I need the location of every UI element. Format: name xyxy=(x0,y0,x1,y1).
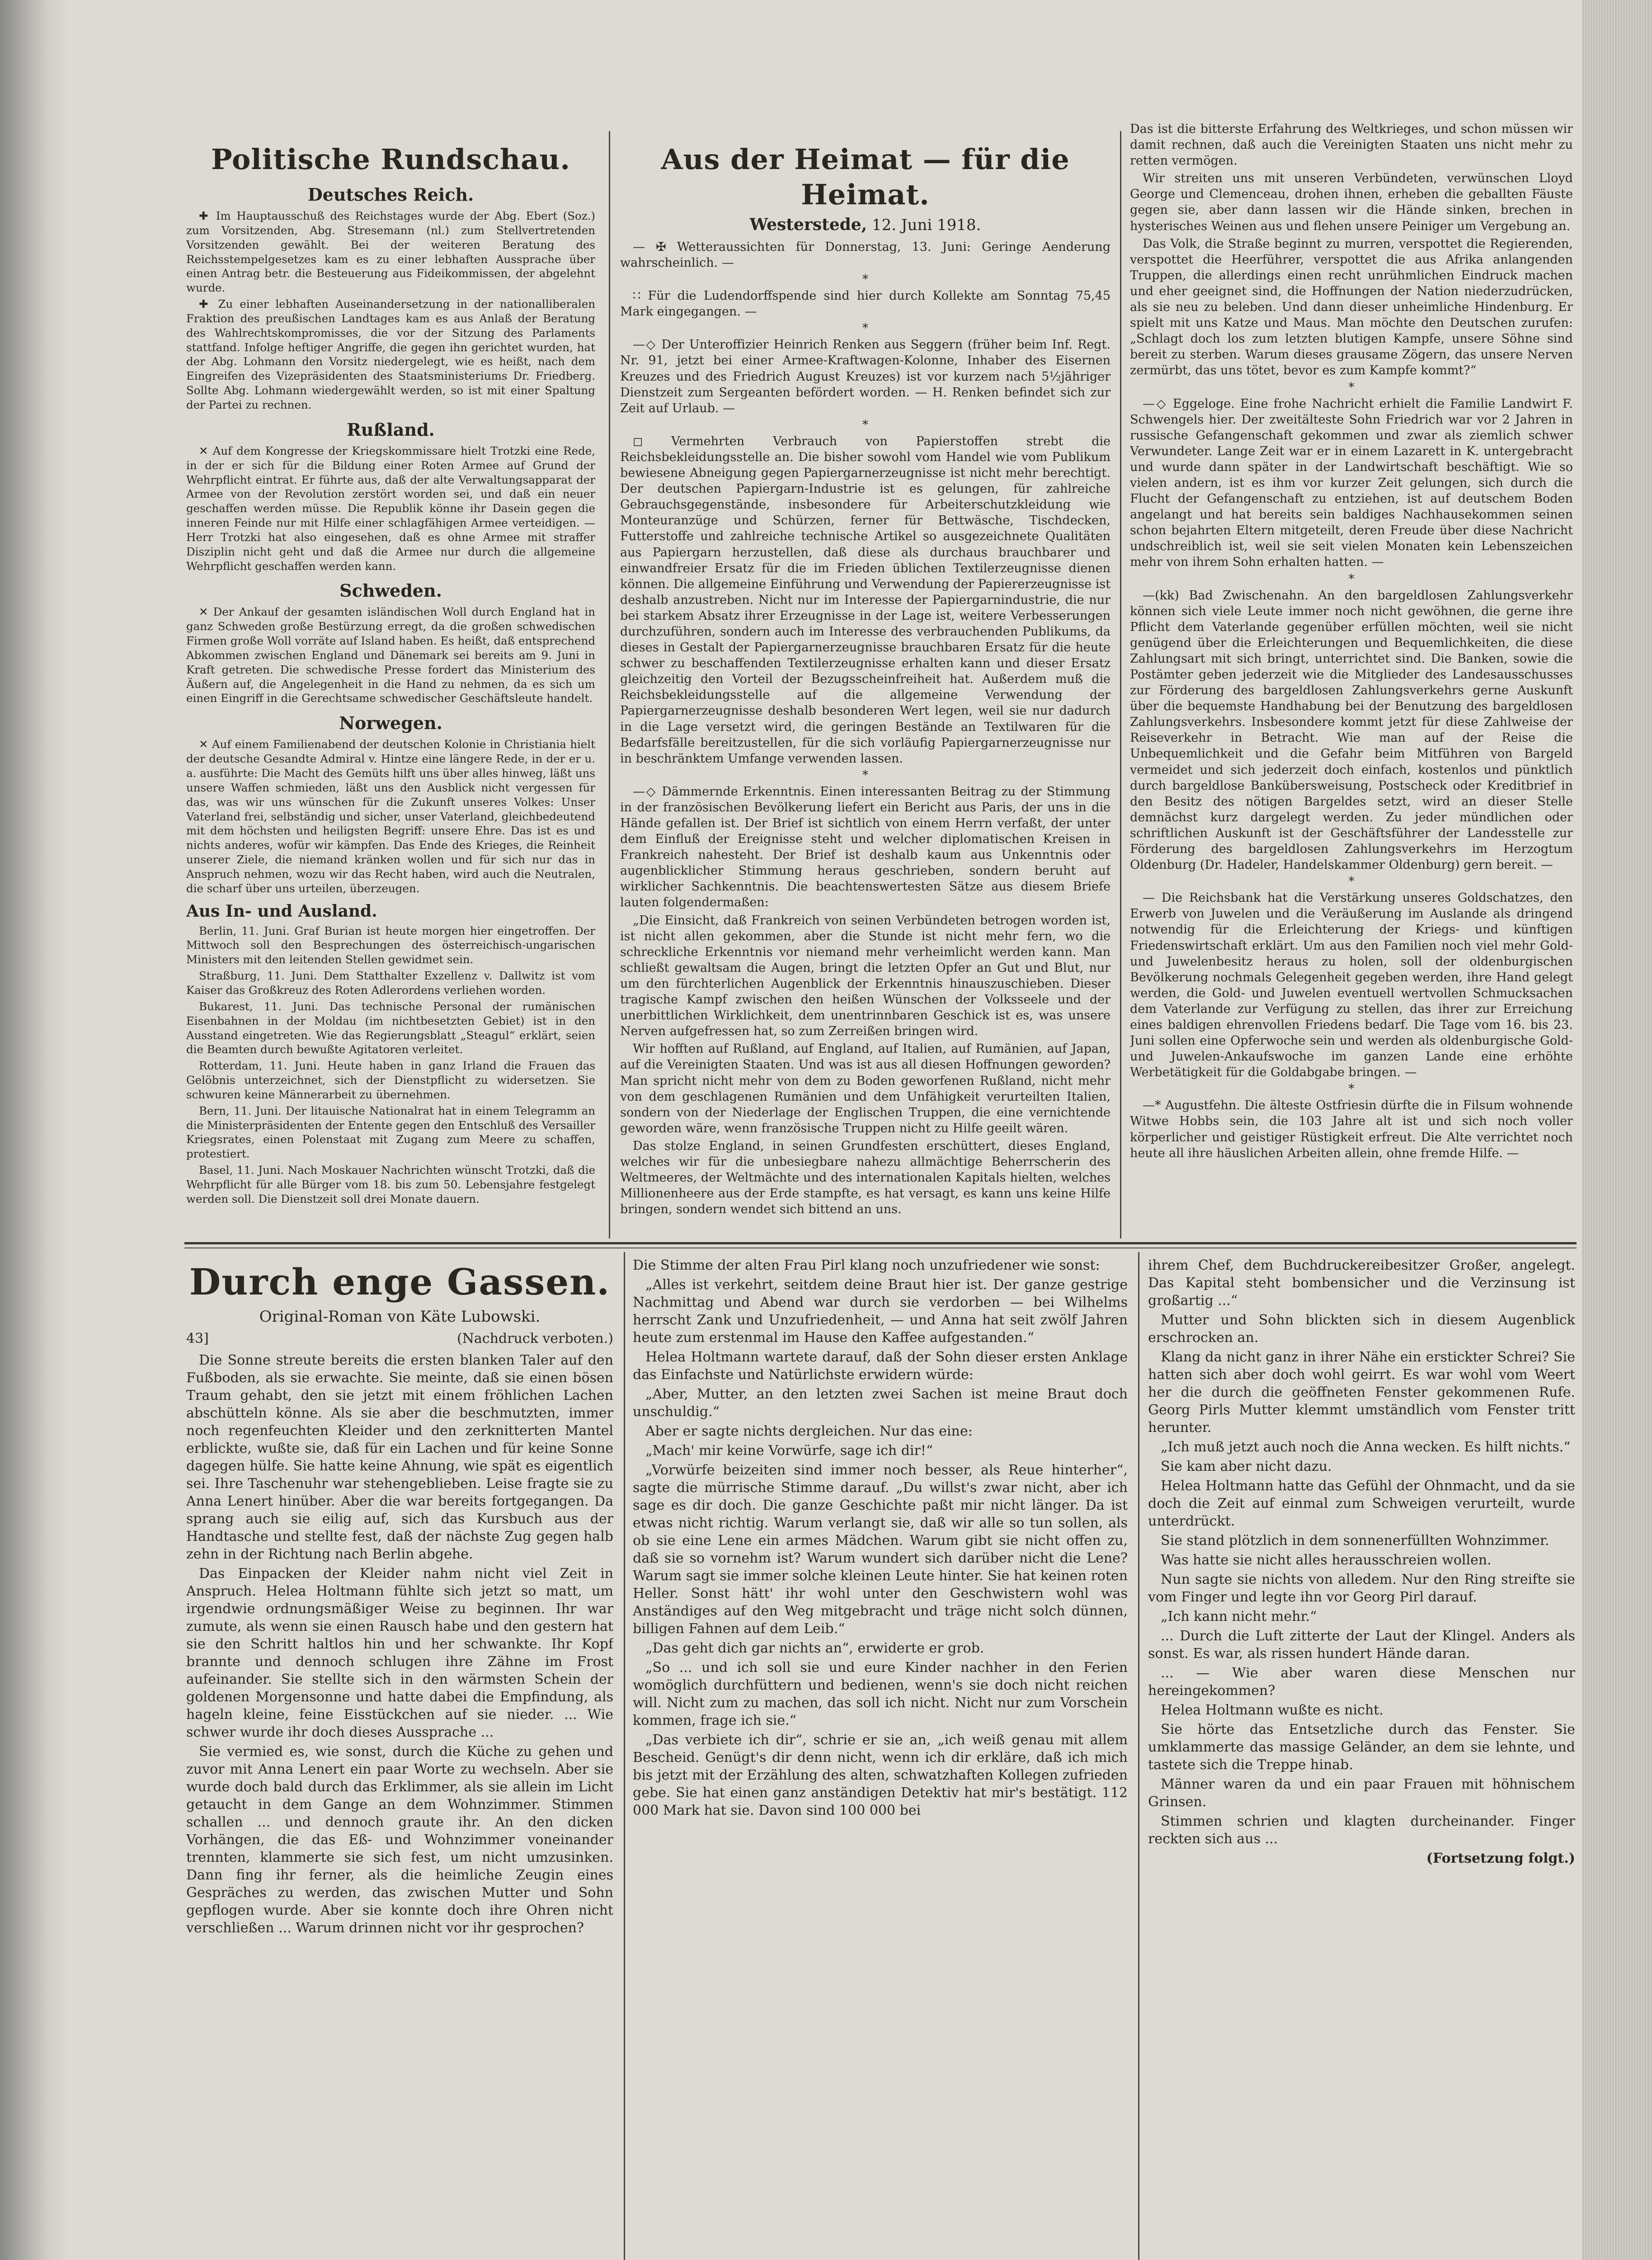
novel-title: Durch enge Gassen. xyxy=(189,1261,611,1303)
section-heading: Rußland. xyxy=(347,419,435,440)
article-paragraph: Das Volk, die Straße beginnt zu murren, verspottet die Regierenden, verspottet die Heerführer, verspottet die aus Afrika anlangenden Truppen, die allerdings einen recht unrühmlichen Eindruck machen und eher geeignet sind, die Hoffnungen der Nation niederzudrücken, als sie neu zu beleben. Und dann dieser unheimliche Hindenburg. Er spielt mit uns Katze und Maus. Man möchte den Deutschen zurufen: „Schlagt doch los zum letzten blutigen Kampfe, unsere Söhne sind bereit zu sterben. Warum dieses grausame Zögern, das unsere Nerven zermürbt, das uns tötet, bevor es zum Kampfe kommt?“ xyxy=(1130,236,1573,378)
novel-paragraph: „Mach' mir keine Vorwürfe, sage ich dir!“ xyxy=(645,1443,933,1459)
novel-meta xyxy=(186,1330,613,1348)
politik-title: Politische Rundschau. xyxy=(211,143,570,176)
novel-paragraph: „Ich muß jetzt auch noch die Anna wecken. Es hilft nichts.“ xyxy=(1161,1439,1571,1455)
installment-number: 43] xyxy=(186,1331,209,1347)
novel-paragraph: Sie kam aber nicht dazu. xyxy=(1161,1459,1332,1474)
column-rule xyxy=(1120,131,1121,1238)
novel-column xyxy=(633,1257,1128,2260)
article-separator: * xyxy=(862,321,868,335)
column-rule xyxy=(624,1252,625,2260)
section-heading: Norwegen. xyxy=(339,713,442,734)
reprint-notice: (Nachdruck verboten.) xyxy=(457,1331,613,1347)
column-rule xyxy=(609,131,610,1238)
article-paragraph: —◇ Eggeloge. Eine frohe Nachricht erhielt die Familie Landwirt F. Schwengels hier. Der zweitälteste Sohn Friedrich war vor 2 Jahren in russische Gefangenschaft gekommen und zwar als ziemlich schwer Verwundeter. Lange Zeit war er in einem Lazarett in K. untergebracht und wurde dann später in der Landwirtschaft beschäftigt. Wie so vielen andern, ist es ihm vor kurzer Zeit gelungen, sich durch die Flucht der Gefangenschaft zu entziehen, ist auf deutschem Boden angelangt und hat bereits sein baldiges Nachhausekommen seinen schon bejahrten Eltern mitgeteilt, deren Freude über diese Nachricht undschreiblich ist, weil sie seit vielen Monaten kein Lebenszeichen mehr von ihrem Sohn erhalten hatten. — xyxy=(1130,396,1573,570)
article-paragraph: —◇ Der Unteroffizier Heinrich Renken aus Seggern (früher beim Inf. Regt. Nr. 91, jetzt bei einer Armee-Kraftwagen-Kolonne, Inhaber des Eisernen Kreuzes und des Friedrich August Kreuzes) ist vor kurzem nach 5½jähriger Dienstzeit zum Sergeanten befördert worden. — H. Renken befindet sich zur Zeit auf Urlaub. — xyxy=(620,338,1111,415)
novel-paragraph: „Vorwürfe beizeiten sind immer noch besser, als Reue hinterher“, sagte die mürrische Stimme darauf. „Du willst's zwar nicht, aber ich sage es dir doch. Die ganze Geschichte paßt mir nicht länger. Da ist etwas nicht richtig. Warum verlangt sie, daß wir alle so tun sollen, als ob sie eine Lene ein armes Mädchen. Warum gibt sie nicht offen zu, daß sie so vornehm ist? Warum wundert sich darüber nicht die Lene? Warum sagt sie immer solche kleinen Leute hinter. Sie hat keinen roten Heller. Sonst hätt' ihr wohl unter den Geschwistern wohl was Anständiges auf den Weg mitgebracht und träge nicht solch dünnen, billigen Fahnen auf dem Leib.“ xyxy=(633,1462,1128,1637)
article-separator: * xyxy=(1348,380,1355,394)
novel-paragraph: Helea Holtmann wartete darauf, daß der Sohn dieser ersten Anklage das Einfachste und Natürlichste erwidern würde: xyxy=(633,1349,1128,1383)
novel-paragraph: Die Stimme der alten Frau Pirl klang noch unzufriedener wie sonst: xyxy=(633,1257,1100,1273)
novel-paragraph: Mutter und Sohn blickten sich in diesem Augenblick erschrocken an. xyxy=(1148,1312,1575,1346)
novel-paragraph: ihrem Chef, dem Buchdruckereibesitzer Großer, angelegt. Das Kapital steht bombensicher und die Verzinsung ist großartig ...“ xyxy=(1148,1257,1575,1309)
local-news-column xyxy=(1130,121,1573,1234)
politik-column xyxy=(186,136,595,1234)
novel-paragraph: „Aber, Mutter, an den letzten zwei Sachen ist meine Braut doch unschuldig.“ xyxy=(633,1386,1128,1420)
section-heading: Schweden. xyxy=(339,580,442,601)
article-paragraph: Berlin, 11. Juni. Graf Burian ist heute morgen hier eingetroffen. Der Mittwoch soll den Besprechungen des österreichisch-ungarischen Ministers mit den leitenden Stellen gewidmet sein. xyxy=(186,924,595,966)
novel-paragraph: Was hatte sie nicht alles herausschreien wollen. xyxy=(1161,1552,1492,1568)
article-separator: * xyxy=(862,418,868,432)
article-separator: * xyxy=(862,768,868,782)
dateline-place: Westerstede, xyxy=(749,215,867,234)
novel-paragraph: ... — Wie aber waren diese Menschen nur hereingekommen? xyxy=(1148,1665,1575,1699)
article-paragraph: —(kk) Bad Zwischenahn. An den bargeldlosen Zahlungsverkehr können sich viele Leute immer noch nicht gewöhnen, die gerne ihre Pflicht dem Vaterlande gegenüber erfüllen möchten, weil sie nicht genügend über die Erleichterungen und Bequemlichkeiten, die diese Zahlungsart mit sich bringt, unterrichtet sind. Die Banken, sowie die Postämter geben jederzeit wie die Mitglieder des Landesausschusses zur Förderung des bargeldlosen Zahlungsverkehrs gerne Auskunft über die bequemste Handhabung bei der Benutzung des bargeldlosen Zahlungsverkehrs. Insbesondere kommt jetzt für diese Zahlweise der Reiseverkehr in Betracht. Wie man auf der Reise die Unbequemlichkeit und die Gefahr beim Mitführen von Bargeld vermeidet und sich jederzeit doch einfach, kostenlos und pünktlich durch bargeldlose Bankübersweisung, Postscheck oder Kreditbrief in den Besitz des nötigen Bargeldes setzt, wird an dieser Stelle demnächst kurz dargelegt werden. Zu jeder mündlichen oder schriftlichen Auskunft ist der Geschäftsführer der Landesstelle zur Förderung des bargeldlosen Zahlungsverkehrs im Herzogtum Oldenburg (Dr. Hadeler, Handelskammer Oldenburg) gern bereit. — xyxy=(1130,588,1573,872)
novel-paragraph: Nun sagte sie nichts von alledem. Nur den Ring streifte sie vom Finger und legte ihn vor Georg Pirl darauf. xyxy=(1148,1572,1575,1605)
novel-paragraph: „Das verbiete ich dir“, schrie er sie an, „ich weiß genau mit allem Bescheid. Genügt's dir denn nicht, wenn ich dir erkläre, daß ich mich bis jetzt mit der Erzählung des alten, schwatzhaften Kollegen zufrieden gebe. Sie hat einen ganz anständigen Detektiv hat mir's bestätigt. 112 000 Mark hat sie. Davon sind 100 000 bei xyxy=(633,1732,1128,1818)
article-paragraph: ✕ Der Ankauf der gesamten isländischen Woll durch England hat in ganz Schweden große Bestürzung erregt, da die großen schwedischen Firmen große Woll vorräte auf Island haben. Es heißt, daß entsprechend Abkommen zwischen England und Dänemark sei bereits am 9. Juni in Kraft getreten. Die schwedische Presse fordert das Ministerium des Äußern auf, die Angelegenheit in die Hand zu nehmen, da es sich um einen Eingriff in die Gerechtsame schwedischer Geschäftsleute handelt. xyxy=(186,605,595,705)
column-rule xyxy=(1138,1252,1139,2260)
section-heading: Deutsches Reich. xyxy=(307,184,474,205)
novel-paragraph: „So ... und ich soll sie und eure Kinder nachher in den Ferien womöglich durchfüttern und bedienen, wenn's sie doch nicht reichen will. Nicht zum zu machen, das soll ich nicht. Nicht nur zum Vorschein kommen, frage ich sie.“ xyxy=(633,1660,1128,1728)
article-paragraph: Das stolze England, in seinen Grundfesten erschüttert, dieses England, welches wir für die unbesiegbare nahezu allmächtige Beherrscherin des Weltmeeres, der Weltmächte und des internationalen Kapitals hielten, welches Millionenheere aus der Erde stampfte, es hat versagt, es kann uns keine Hilfe bringen, sondern wendet sich bittend an uns. xyxy=(620,1139,1111,1217)
article-paragraph: Das ist die bitterste Erfahrung des Weltkrieges, und schon müssen wir damit rechnen, daß auch die Vereinigten Staaten uns nicht mehr zu retten vermögen. xyxy=(1130,122,1573,168)
section-heading: Aus In- und Ausland. xyxy=(186,901,377,921)
section-rule xyxy=(184,1242,1577,1244)
article-paragraph: Straßburg, 11. Juni. Dem Statthalter Exzellenz v. Dallwitz ist vom Kaiser das Großkreuz des Roten Adlerordens verliehen worden. xyxy=(186,969,595,997)
article-paragraph: ∷ Für die Ludendorffspende sind hier durch Kollekte am Sonntag 75,45 Mark eingegangen. — xyxy=(620,289,1111,319)
novel-paragraph: „Das geht dich gar nichts an“, erwiderte er grob. xyxy=(645,1640,984,1656)
article-paragraph: —* Augustfehn. Die älteste Ostfriesin dürfte die in Filsum wohnende Witwe Hobbs sein, die 103 Jahre alt ist und sich noch voller körperlicher und geistiger Rüstigkeit erfreut. Die Alte verrichtet noch heute all ihre häuslichen Arbeiten allein, ohne fremde Hilfe. — xyxy=(1130,1098,1573,1160)
novel-author: Original-Roman von Käte Lubowski. xyxy=(259,1308,541,1326)
binding-gutter xyxy=(0,0,68,2260)
article-paragraph: Basel, 11. Juni. Nach Moskauer Nachrichten wünscht Trotzki, daß die Wehrpflicht für alle Bürger vom 18. bis zum 50. Lebensjahre festgelegt werden soll. Die Dienstzeit soll drei Monate dauern. xyxy=(186,1163,595,1205)
article-paragraph: ◻ Vermehrten Verbrauch von Papierstoffen strebt die Reichsbekleidungsstelle an. Die bisher sowohl vom Handel wie vom Publikum bewiesene Abneigung gegen Papiergarnerzeugnisse ist nicht mehr berechtigt. Der deutschen Papiergarn-Industrie ist es gelungen, für zahlreiche Gebrauchsgegenstände, insbesondere für Arbeiterschutzkleidung wie Monteuranzüge und Schürzen, ferner für Bettwäsche, Tischdecken, Futterstoffe und zahlreiche technische Artikel so ausgezeichnete Qualitäten aus Papiergarn herzustellen, daß diese als durchaus brauchbarer und einwandfreier Ersatz für die im Frieden üblichen Textilerzeugnisse dienen können. Die allgemeine Einführung und Verwendung der Papiererzeugnisse ist deshalb anzustreben. Nicht nur im Interesse der Papiergarnindustrie, die nur bei starkem Absatz ihrer Erzeugnisse in der Lage ist, weitere Verbesserungen durchzuführen, sondern auch im Interesse des verbrauchenden Publikums, da dieses in Gestalt der Papiergarnerzeugnisse brauchbaren Ersatz für die heute schwer zu beschaffenden Textilerzeugnisse erhalten kann und dieser Ersatz gleichzeitig den Vorteil der Bezugsscheinfreiheit hat. Außerdem muß die Reichsbekleidungsstelle auf die allgemeine Verwendung der Papiergarnerzeugnisse deshalb besonderen Wert legen, weil sie nur dadurch in die Lage versetzt wird, die geringen Bestände an Textilwaren für die Bedarfsfälle bereitzustellen, für die sich vorläufig Papiergarnerzeugnisse nur in beschränktem Umfange verwenden lassen. xyxy=(620,434,1111,766)
novel-paragraph: Klang da nicht ganz in ihrer Nähe ein erstickter Schrei? Sie hatten sich aber doch wohl geirrt. Es war wohl vom Weert her die durch die geöffneten Fenster gekommenen Rufe. Georg Pirls Mutter klemmt umständlich vom Fenster tritt herunter. xyxy=(1148,1349,1575,1436)
dateline-date: 12. Juni 1918. xyxy=(872,216,981,234)
novel-paragraph: „Ich kann nicht mehr.“ xyxy=(1161,1609,1317,1624)
heimat-column xyxy=(620,136,1111,1234)
novel-column xyxy=(1148,1257,1575,2260)
article-separator: * xyxy=(1348,1082,1355,1096)
article-separator: * xyxy=(1348,572,1355,586)
novel-paragraph: Helea Holtmann wußte es nicht. xyxy=(1161,1702,1384,1718)
novel-paragraph: Stimmen schrien und klagten durcheinander. Finger reckten sich aus ... xyxy=(1148,1813,1575,1847)
article-paragraph: Bern, 11. Juni. Der litauische Nationalrat hat in einem Telegramm an die Ministerpräsidenten der Entente gegen den Entschluß des Versailler Kriegsrates, einen Polenstaat mit Zugang zum Meere zu schaffen, protestiert. xyxy=(186,1104,595,1161)
article-paragraph: ✚ Zu einer lebhaften Auseinandersetzung in der nationalliberalen Fraktion des preußischen Landtages kam es aus Anlaß der Beratung des Wahlrechtskompromisses, die vor der Sitzung des Parlaments stattfand. Infolge heftiger Angriffe, die gegen ihn gerichtet wurden, hat der Abg. Lohmann den Vorsitz niedergelegt, wie es heißt, nach dem Eingreifen des Vizepräsidenten des Staatsministeriums Dr. Friedberg. Sollte Abg. Lohmann wiedergewählt werden, so ist mit einer Spaltung der Partei zu rechnen. xyxy=(186,297,595,411)
article-separator: * xyxy=(1348,875,1355,889)
novel-paragraph: Sie stand plötzlich in dem sonnenerfüllten Wohnzimmer. xyxy=(1161,1533,1549,1549)
novel-paragraph: „Alles ist verkehrt, seitdem deine Braut hier ist. Der ganze gestrige Nachmittag und Abend war durch sie verdorben — bei Wilhelms herrscht Zank und Unzufriedenheit, — und Anna hat seit zwölf Jahren heute zum erstenmal im Hause den Kaffee aufgestanden.“ xyxy=(633,1277,1128,1346)
article-paragraph: Bukarest, 11. Juni. Das technische Personal der rumänischen Eisenbahnen in der Moldau (im nichtbesetzten Gebiet) ist in den Ausstand eingetreten. Wie das Regierungsblatt „Steagul“ erklärt, seien die Beamten durch bewußte Agitatoren verleitet. xyxy=(186,999,595,1056)
novel-paragraph: Das Einpacken der Kleider nahm nicht viel Zeit in Anspruch. Helea Holtmann fühlte sich jetzt so matt, um irgendwie ordnungsmäßiger Weise zu beginnen. Ihr war zumute, als wenn sie einen Rausch habe und den gestern hat sie den Schritt haltlos hin und her schwankte. Ihr Kopf brannte und dennoch schlugen ihre Zähne im Frost aufeinander. Sie stellte sich in den wärmsten Schein der goldenen Morgensonne und hatte dabei die Empfindung, als hageln kleine, feine Eisstückchen auf sie nieder. ... Wie schwer wurde ihr doch dieses Aussprache ... xyxy=(186,1566,613,1740)
dateline xyxy=(620,214,1111,235)
novel-paragraph: ... Durch die Luft zitterte der Laut der Klingel. Anders als sonst. Es war, als rissen hundert Hände daran. xyxy=(1148,1628,1575,1662)
article-separator: * xyxy=(862,273,868,287)
heimat-title: Aus der Heimat — für die Heimat. xyxy=(661,143,1070,211)
novel-column xyxy=(186,1257,613,2260)
novel-paragraph: Sie vermied es, wie sonst, durch die Küche zu gehen und zuvor mit Anna Lenert ein paar Worte zu wechseln. Aber sie wurde doch bald durch das Erklimmer, als sie allein im Licht getaucht in dem Gange an dem Wohnzimmer. Stimmen schallen ... und dennoch graute ihr. An den dicken Vorhängen, die das Eß- und Wohnzimmer voneinander trennten, klammerte sie sich fest, um nicht umzusinken. Dann fing ihr ferner, als die heimliche Zeugin eines Gespräches zu werden, das zwischen Mutter und Sohn gepflogen wurde. Aber sie konnte doch ihre Ohren nicht verschließen ... Warum drinnen nicht vor ihr gesprochen? xyxy=(186,1744,613,1936)
article-paragraph: „Die Einsicht, daß Frankreich von seinen Verbündeten betrogen worden ist, ist nicht allen gekommen, aber die Stunde ist nicht mehr fern, wo die schreckliche Erkenntnis vor niemand mehr verheimlicht werden kann. Man schließt gewaltsam die Augen, bringt die letzten Opfer an Gut und Blut, nur um den fürchterlichen Augenblick der Erkenntnis hinauszuschieben. Dieser tragische Kampf zwischen den heißen Wünschen der Volksseele und der unerbittlichen Wirklichkeit, dem unentrinnbaren Geschick ist es, was unsere Nerven aufgefressen hat, so zum Zerreißen bringen wird. xyxy=(620,913,1111,1039)
article-paragraph: ✚ Im Hauptausschuß des Reichstages wurde der Abg. Ebert (Soz.) zum Vorsitzenden, Abg. Stresemann (nl.) zum Stellvertretenden Vorsitzenden gewählt. Bei der weiteren Beratung des Reichsstempelgesetzes kam es zu einer lebhaften Aussprache über einen Antrag betr. die Besteuerung aus Fideikommissen, der abgelehnt wurde. xyxy=(186,209,595,295)
article-paragraph: — Die Reichsbank hat die Verstärkung unseres Goldschatzes, den Erwerb von Juwelen und die Veräußerung im Auslande als dringend notwendig für die Erleichterung der Kriegs- und künftigen Friedenswirtschaft erklärt. Um aus den Familien noch viel mehr Gold- und Juwelenbesitz heraus zu holen, soll der oldenburgischen Bevölkerung nochmals Gelegenheit gegeben werden, ihre Hand gelegt werden, die Gold- und Juwelen eventuell wertvollen Schmucksachen dem Vaterlande zur Verfügung zu stellen, das ihrer zur Erreichung eines baldigen ehrenvollen Friedens bedarf. Die Tage vom 16. bis 23. Juni sollen eine Opferwoche sein und werden als oldenburgische Gold- und Juwelen-Ankaufswoche im ganzen Lande eine erhöhte Werbetätigkeit für die Goldabgabe bringen. — xyxy=(1130,891,1573,1080)
page-edge xyxy=(1582,0,1652,2260)
continued-notice: (Fortsetzung folgt.) xyxy=(1426,1850,1575,1866)
novel-paragraph: Männer waren da und ein paar Frauen mit höhnischem Grinsen. xyxy=(1148,1776,1575,1810)
article-paragraph: ✕ Auf einem Familienabend der deutschen Kolonie in Christiania hielt der deutsche Gesandte Admiral v. Hintze eine längere Rede, in der er u. a. ausführte: Die Macht des Gemüts hilft uns über alles hinweg, läßt uns unsere Waffen schmieden, läßt uns den Ausblick nicht vergessen für das, was wir uns wünschen für die Zukunft unseres Volkes: Unser Vaterland frei, selbständig und sicher, unser Vaterland, gleichbedeutend mit dem höchsten und heiligsten Begriff: unsere Ehre. Das ist es und nichts anderes, wofür wir kämpfen. Das Ende des Krieges, die Reinheit unserer Ziele, die niemand kränken wollen und für sich nur das in Anspruch nehmen, wozu wir das Recht haben, wird auch die Neutralen, die scharf über uns urteilen, überzeugen. xyxy=(186,738,595,895)
article-paragraph: — ✠ Wetteraussichten für Donnerstag, 13. Juni: Geringe Aenderung wahrscheinlich. — xyxy=(620,240,1111,270)
novel-paragraph: Aber er sagte nichts dergleichen. Nur das eine: xyxy=(645,1423,973,1439)
article-paragraph: ✕ Auf dem Kongresse der Kriegskommissare hielt Trotzki eine Rede, in der er sich für die Bildung einer Roten Armee auf Grund der Wehrpflicht eintrat. Er führte aus, daß der alte Verwaltungsapparat der Armee von der Revolution zerstört worden sei, und daß ein neuer geschaffen werden müsse. Die Republik könne ihr Dasein gegen die inneren Feinde nur mit Hilfe einer schlagfähigen Armee verteidigen. — Herr Trotzki hat also eingesehen, daß es ohne Armee mit straffer Disziplin nicht geht und daß die Armee nur durch die allgemeine Wehrpflicht geschaffen werden kann. xyxy=(186,444,595,573)
novel-paragraph: Die Sonne streute bereits die ersten blanken Taler auf den Fußboden, als sie erwachte. Sie meinte, daß sie einen bösen Traum gehabt, den sie jetzt mit einem fröhlichen Lachen abschütteln könne. Als sie aber die beschmutzten, immer noch regenfeuchten Kleider und den zerknitterten Mantel erblickte, wußte sie, daß für ein Lachen und für keine Sonne dagegen hülfe. Sie hatte keine Ahnung, wie spät es eigentlich sei. Ihre Taschenuhr war stehengeblieben. Leise fragte sie zu Anna Lenert hinüber. Aber die war bereits fortgegangen. Da sprang auch sie eilig auf, sich das Kursbuch aus der Handtasche und stellte fest, daß der nächste Zug gegen halb zehn in der Richtung nach Berlin abgehe. xyxy=(186,1352,613,1562)
article-paragraph: Wir hofften auf Rußland, auf England, auf Italien, auf Rumänien, auf Japan, auf die Vereinigten Staaten. Und was ist aus all diesen Hoffnungen geworden? Man spricht nicht mehr von dem zu Boden geworfenen Rußland, nicht mehr von dem geschlagenen Rumänien und dem Unfähigkeit verurteilten Italien, sondern von der Niederlage der Englischen Truppen, die eine vernichtende geworden wäre, wenn französische Truppen nicht zu Hilfe geeilt wären. xyxy=(620,1042,1111,1135)
article-paragraph: Wir streiten uns mit unseren Verbündeten, verwünschen Lloyd George und Clemenceau, drohen ihnen, erheben die geballten Fäuste gegen sie, aber dann lassen wir die Hände sinken, brechen in hysterisches Weinen aus und flehen unsere Peiniger um Vergebung an. xyxy=(1130,171,1573,233)
article-paragraph: —◇ Dämmernde Erkenntnis. Einen interessanten Beitrag zu der Stimmung in der französischen Bevölkerung liefert ein Bericht aus Paris, der uns in die Hände gefallen ist. Der Brief ist sichtlich von einem Herrn verfaßt, der unter dem Einfluß der Ereignisse steht und welcher diplomatischen Kreisen in Frankreich nahesteht. Der Brief ist deshalb kaum aus Unkenntnis oder augenblicklicher Stimmung heraus geschrieben, sondern beruht auf wirklicher Sachkenntnis. Die beachtenswertesten Sätze aus diesem Briefe lauten folgendermaßen: xyxy=(620,784,1111,910)
novel-paragraph: Helea Holtmann hatte das Gefühl der Ohnmacht, und da sie doch die Zeit auf einmal zum Schweigen verurteilt, wurde unterdrückt. xyxy=(1148,1478,1575,1529)
novel-paragraph: Sie hörte das Entsetzliche durch das Fenster. Sie umklammerte das massige Geländer, an dem sie lehnte, und tastete sich die Treppe hinab. xyxy=(1148,1722,1575,1773)
article-paragraph: Rotterdam, 11. Juni. Heute haben in ganz Irland die Frauen das Gelöbnis unterzeichnet, sich der Dienstpflicht zu widersetzen. Sie schwuren keine Männerarbeit zu übernehmen. xyxy=(186,1059,595,1101)
